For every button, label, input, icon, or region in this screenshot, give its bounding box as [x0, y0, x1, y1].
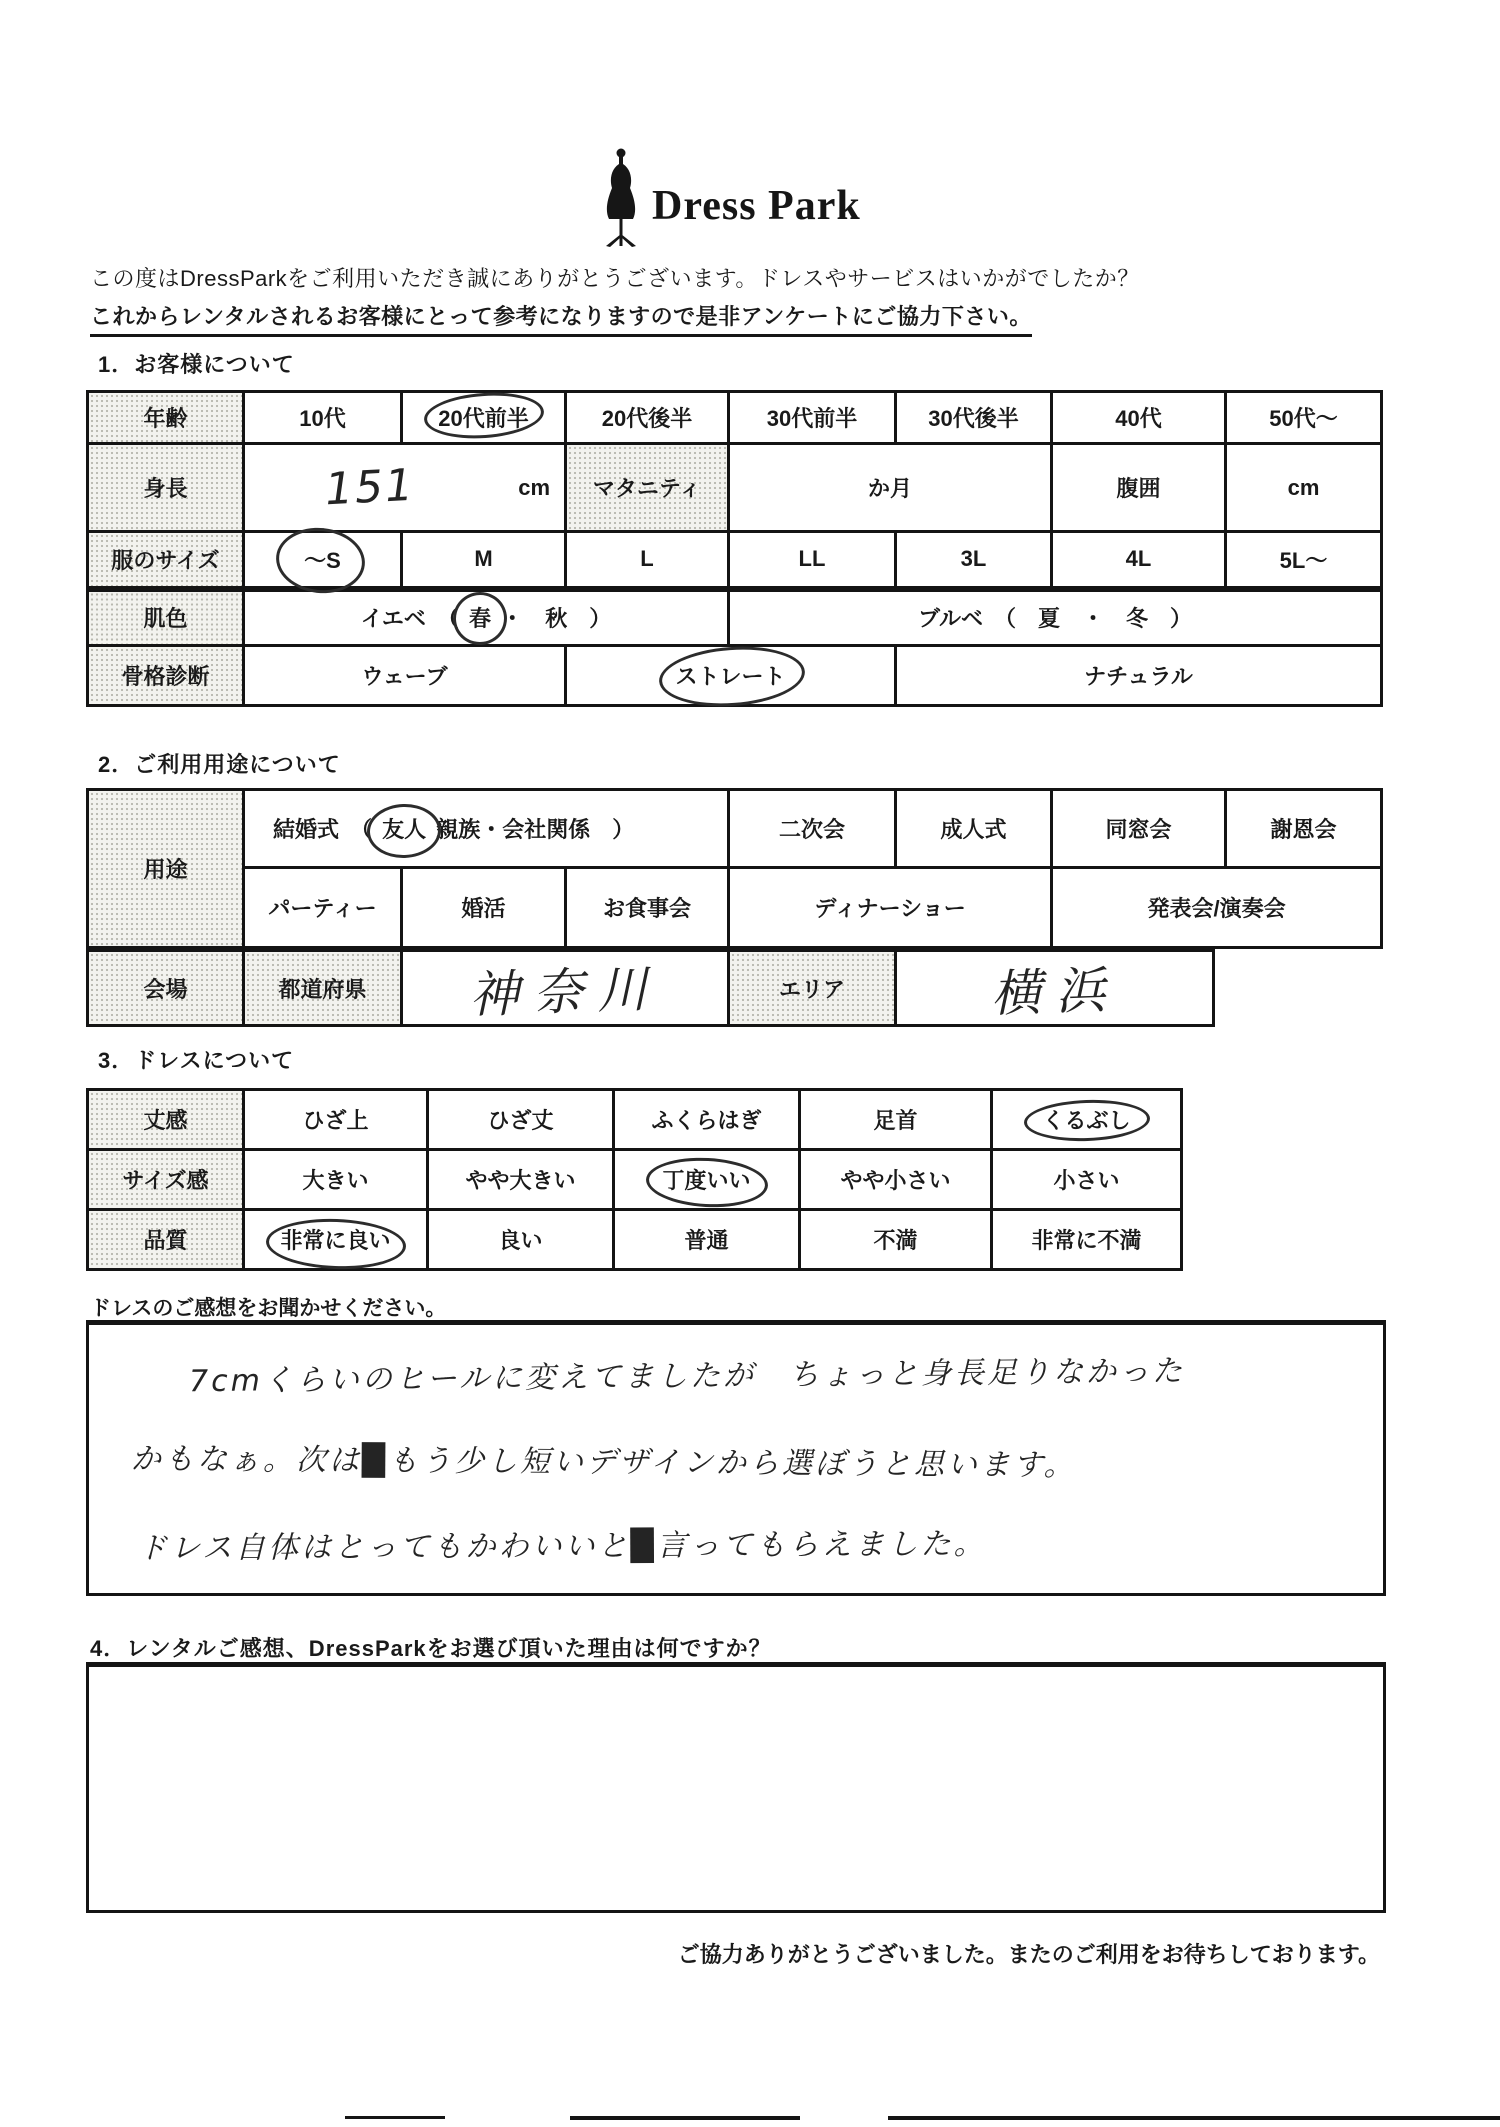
skin-tone-label: 肌色	[88, 589, 244, 646]
purpose-row-2	[88, 868, 1382, 948]
wedding-prefix: 結婚式 （	[273, 817, 373, 842]
age-option-cell: 50代〜	[1226, 392, 1382, 444]
purpose-label: 用途	[88, 790, 244, 948]
fit-option: 丁度いい	[662, 1168, 751, 1193]
selection-circle-quality	[276, 1224, 394, 1255]
quality-row	[88, 1210, 1182, 1270]
purpose-option-cell: 婚活	[402, 868, 566, 948]
scan-artifact-line	[888, 2116, 1500, 2120]
skin-blue-cell: ブルベ （ 夏 ・ 冬 ）	[729, 589, 1382, 646]
purpose-row-1	[88, 790, 1382, 868]
fit-label: サイズ感	[88, 1150, 244, 1210]
purpose-option-cell: お食事会	[566, 868, 729, 948]
size-option: 〜S	[304, 547, 341, 573]
purpose-option-cell: 発表会/演奏会	[1052, 868, 1382, 948]
quality-option-cell: 非常に不満	[992, 1210, 1182, 1270]
age-option-cell: 20代後半	[566, 392, 729, 444]
dress-form-icon	[598, 148, 644, 248]
venue-label: 会場	[88, 951, 244, 1026]
area-handwritten-value: 横浜	[989, 960, 1120, 1024]
survey-request-text: これからレンタルされるお客様にとって参考になりますので是非アンケートにご協力下さい。	[90, 300, 1032, 337]
age-row	[88, 392, 1382, 444]
section-2-title: 2．ご利用用途について	[98, 752, 341, 777]
height-handwritten-value: 151	[323, 459, 417, 516]
selection-circle-straight	[671, 660, 789, 691]
clothing-size-label: 服のサイズ	[88, 532, 244, 589]
waist-unit-cell: cm	[1226, 444, 1382, 532]
purpose-option-cell: 成人式	[896, 790, 1052, 868]
scan-artifact-line	[345, 2116, 445, 2119]
quality-option-cell: 不満	[800, 1210, 992, 1270]
purpose-option-cell: 同窓会	[1052, 790, 1226, 868]
size-option-cell: 5L〜	[1226, 532, 1382, 589]
logo	[598, 148, 861, 248]
prefecture-label: 都道府県	[244, 951, 402, 1026]
quality-option-cell: 良い	[428, 1210, 614, 1270]
frame-diagnosis-row	[88, 646, 1382, 706]
area-value-cell	[896, 951, 1214, 1026]
purpose-option-cell: ディナーショー	[729, 868, 1052, 948]
quality-label: 品質	[88, 1210, 244, 1270]
size-option-cell: 4L	[1052, 532, 1226, 589]
usage-table	[86, 788, 1383, 949]
height-row	[88, 444, 1382, 532]
fit-option-cell: やや大きい	[428, 1150, 614, 1210]
customer-info-table	[86, 390, 1383, 707]
brand-text: Dress Park	[652, 183, 861, 229]
scan-artifact-line	[570, 2116, 800, 2120]
quality-option: 非常に良い	[280, 1228, 391, 1253]
frame-option-cell: ウェーブ	[244, 646, 566, 706]
selection-circle-age	[434, 402, 532, 433]
length-option-cell: ひざ丈	[428, 1090, 614, 1150]
intro-text: この度はDressParkをご利用いただき誠にありがとうございます。ドレスやサービスはいかがでしたか？	[90, 266, 1140, 291]
maternity-label: マタニティ	[566, 444, 729, 532]
length-row	[88, 1090, 1182, 1150]
clothing-size-row	[88, 532, 1382, 589]
selection-circle-friend	[378, 813, 430, 844]
skin-yellow-suffix: ・ 秋 ）	[501, 606, 612, 632]
waist-label: 腹囲	[1052, 444, 1226, 532]
age-option: 20代前半	[438, 406, 529, 431]
length-option-cell: 足首	[800, 1090, 992, 1150]
frame-diagnosis-label: 骨格診断	[88, 646, 244, 706]
length-option-cell: ひざ上	[244, 1090, 428, 1150]
rental-reason-box	[86, 1662, 1386, 1913]
frame-option-cell-selected	[566, 646, 896, 706]
age-option-cell: 10代	[244, 392, 402, 444]
wedding-suffix: 親族・会社関係 ）	[436, 817, 635, 842]
wedding-cell	[244, 790, 729, 868]
feedback-handwritten-line: ドレス自体はとってもかわいいと█言ってもらえました。	[136, 1526, 987, 1567]
selection-circle-fit	[658, 1164, 754, 1195]
dress-feedback-box	[86, 1320, 1386, 1596]
length-label: 丈感	[88, 1090, 244, 1150]
size-option-cell: L	[566, 532, 729, 589]
section-1-title: 1．お客様について	[98, 352, 295, 377]
fit-option-cell: やや小さい	[800, 1150, 992, 1210]
wedding-friend-option: 友人	[382, 817, 427, 842]
skin-yellow-prefix: イエベ （	[360, 606, 459, 632]
fit-option-cell-selected	[614, 1150, 800, 1210]
skin-spring-option: 春	[469, 606, 492, 632]
area-label: エリア	[729, 951, 896, 1026]
prefecture-handwritten-value: 神奈川	[468, 959, 663, 1025]
dress-feedback-prompt: ドレスのご感想をお聞かせください。	[90, 1297, 447, 1320]
age-label: 年齢	[88, 392, 244, 444]
feedback-handwritten-line: かもなぁ。次は█もう少し短いデザインから選ぼうと思います。	[130, 1441, 1077, 1484]
quality-option-cell: 普通	[614, 1210, 800, 1270]
selection-circle-spring	[465, 602, 495, 633]
feedback-handwritten-line: 7cmくらいのヒールに変えてましたが ちょっと身長足りなかった	[188, 1353, 1186, 1400]
venue-table	[86, 949, 1215, 1027]
purpose-option-cell: パーティー	[244, 868, 402, 948]
selection-circle-ankle	[1038, 1104, 1134, 1135]
size-option-cell: 3L	[896, 532, 1052, 589]
age-option-cell: 30代前半	[729, 392, 896, 444]
quality-option-cell-selected	[244, 1210, 428, 1270]
fit-row	[88, 1150, 1182, 1210]
length-option-cell: ふくらはぎ	[614, 1090, 800, 1150]
age-option-cell-selected	[402, 392, 566, 444]
fit-option-cell: 大きい	[244, 1150, 428, 1210]
purpose-option-cell: 二次会	[729, 790, 896, 868]
section-4-title: 4．レンタルご感想、DressParkをお選び頂いた理由は何ですか？	[90, 1636, 772, 1661]
maternity-months-cell: か月	[729, 444, 1052, 532]
age-option-cell: 40代	[1052, 392, 1226, 444]
purpose-option-cell: 謝恩会	[1226, 790, 1382, 868]
skin-tone-row	[88, 589, 1382, 646]
length-option: くるぶし	[1042, 1108, 1131, 1133]
thank-you-text: ご協力ありがとうございました。またのご利用をお待ちしております。	[677, 1942, 1380, 1967]
section-3-title: 3．ドレスについて	[98, 1048, 295, 1073]
frame-option-cell: ナチュラル	[896, 646, 1382, 706]
dress-rating-table	[86, 1088, 1183, 1271]
size-option-cell: M	[402, 532, 566, 589]
venue-row	[88, 951, 1214, 1026]
age-option-cell: 30代後半	[896, 392, 1052, 444]
prefecture-value-cell	[402, 951, 729, 1026]
size-option-cell: LL	[729, 532, 896, 589]
length-option-cell-selected	[992, 1090, 1182, 1150]
fit-option-cell: 小さい	[992, 1150, 1182, 1210]
selection-circle-size	[300, 544, 345, 575]
skin-yellow-cell	[244, 589, 729, 646]
height-label: 身長	[88, 444, 244, 532]
size-option-cell-selected	[244, 532, 402, 589]
height-value-cell	[244, 444, 566, 532]
frame-option: ストレート	[675, 664, 786, 689]
height-unit: cm	[518, 474, 550, 500]
